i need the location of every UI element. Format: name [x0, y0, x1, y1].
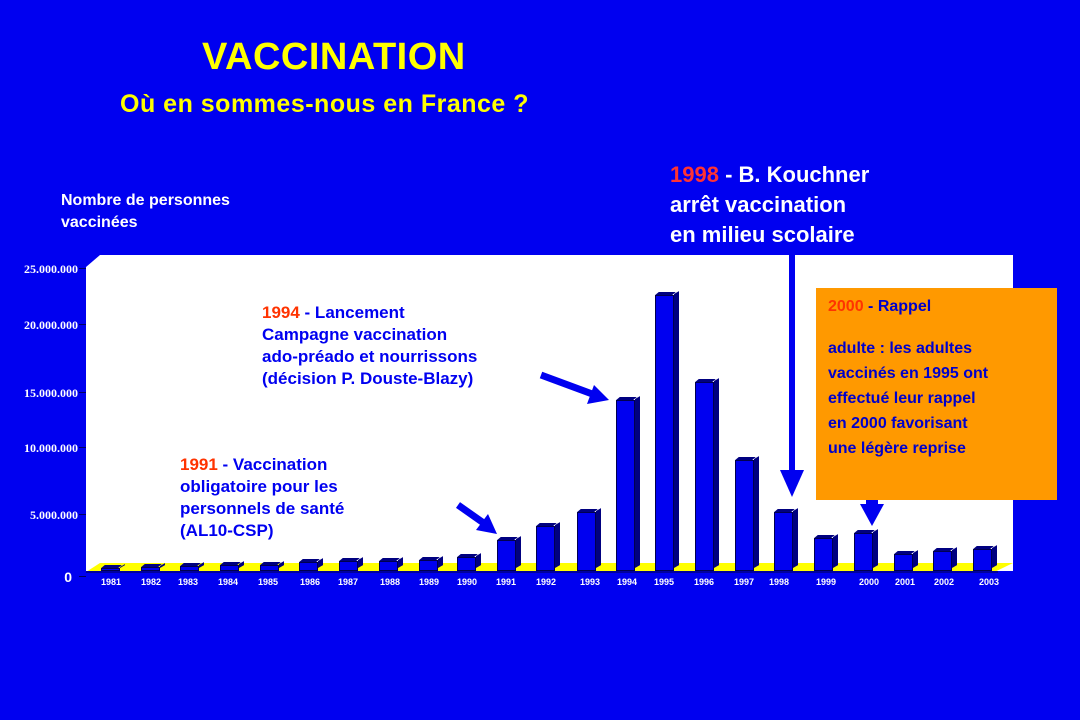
x-tick-label: 1985: [257, 577, 279, 587]
x-tick-label: 1997: [733, 577, 755, 587]
x-tick-label: 1983: [177, 577, 199, 587]
x-tick-label: 1981: [100, 577, 122, 587]
x-tick-label: 1988: [379, 577, 401, 587]
x-tick-label: 1984: [217, 577, 239, 587]
x-tick-label: 2000: [858, 577, 880, 587]
y-tick-label: 25.000.000: [24, 262, 78, 276]
x-tick-label: 1987: [337, 577, 359, 587]
x-tick-label: 1982: [140, 577, 162, 587]
x-tick-label: 1995: [653, 577, 675, 587]
x-tick-label: 1992: [535, 577, 557, 587]
slide-subtitle: Où en sommes-nous en France ?: [120, 90, 530, 118]
y-tick-label: 0: [64, 569, 72, 585]
annotation-1991: 1991 - Vaccination obligatoire pour les personnels de santé (AL10-CSP): [180, 455, 345, 540]
arrow-icon: [458, 505, 497, 534]
x-tick-label: 1990: [456, 577, 478, 587]
arrow-icon: [860, 500, 884, 526]
y-tick-label: 10.000.000: [24, 441, 78, 455]
y-tick-label: 15.000.000: [24, 386, 78, 400]
annotation-1994: 1994 - Lancement Campagne vaccination ado-préado et nourrissons (décision P. Douste-Blazy): [262, 303, 478, 388]
x-tick-label: 1996: [693, 577, 715, 587]
x-tick-label: 1989: [418, 577, 440, 587]
x-tick-label: 1986: [299, 577, 321, 587]
arrow-icon: [541, 375, 609, 404]
x-tick-label: 1998: [768, 577, 790, 587]
x-tick-label: 1994: [616, 577, 638, 587]
annotation-1998: 1998 - B. Kouchner arrêt vaccination en milieu scolaire: [670, 162, 870, 247]
x-tick-label: 2003: [978, 577, 1000, 587]
slide-title: VACCINATION: [202, 36, 466, 78]
y-axis-label: Nombre de personnes vaccinées: [61, 192, 230, 231]
x-tick-label: 2001: [894, 577, 916, 587]
x-tick-label: 1993: [579, 577, 601, 587]
annotation-2000-callout: 2000 - Rappel adulte : les adultes vaccinés en 1995 ont effectué leur rappel en 2000 favorisant une légère reprise: [816, 288, 1057, 500]
x-tick-label: 1991: [495, 577, 517, 587]
x-tick-label: 2002: [933, 577, 955, 587]
y-tick-label: 20.000.000: [24, 318, 78, 332]
arrow-icon: [780, 230, 804, 497]
y-tick-label: 5.000.000: [30, 508, 78, 522]
x-tick-label: 1999: [815, 577, 837, 587]
